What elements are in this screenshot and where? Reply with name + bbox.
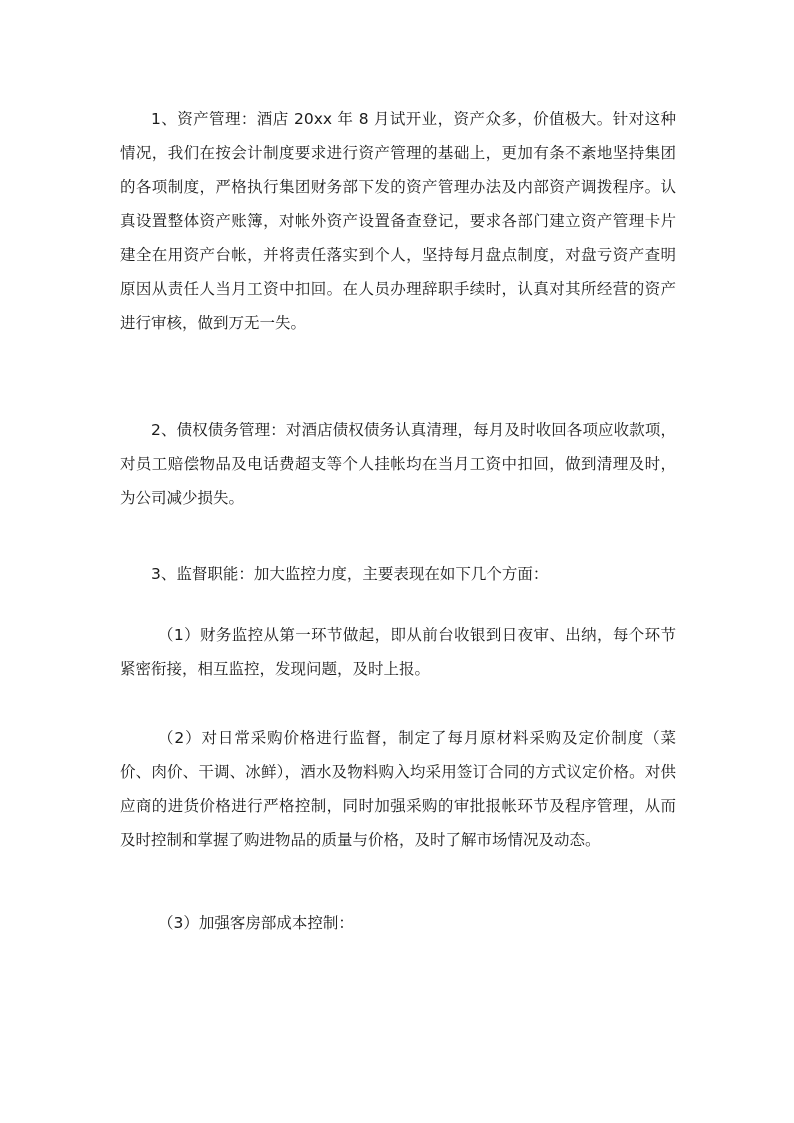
- paragraph-housekeeping-cost-control: （3）加强客房部成本控制：: [158, 914, 354, 932]
- paragraph-financial-monitoring: （1）财务监控从第一环节做起，即从前台收银到日夜审、出纳，每个环节紧密衔接，相互监控，发现问题，及时上报。: [120, 626, 676, 678]
- paragraph-supervision: 3、监督职能：加大监控力度，主要表现在如下几个方面：: [151, 565, 549, 583]
- paragraph-debt-management: 2、债权债务管理：对酒店债权债务认真清理，每月及时收回各项应收款项，对员工赔偿物品及电话费超支等个人挂帐均在当月工资中扣回，做到清理及时，为公司减少损失。: [120, 421, 676, 507]
- paragraph-asset-management: 1、资产管理：酒店 20xx 年 8 月试开业，资产众多，价值极大。针对这种情况，我们在按会计制度要求进行资产管理的基础上，更加有条不紊地坚持集团的各项制度，严格执行集团财务部下发的资产管理办法及内部资产调拨程序。认真设置整体资产账簿，对帐外资产设置备查登记，要求各部门建立资产管理卡片建全在用资产台帐，并将责任落实到个人，坚持每月盘点制度，对盘亏资产查明原因从责任人当月工资中扣回。在人员办理辞职手续时，认真对其所经营的资产进行审核，做到万无一失。: [120, 110, 676, 332]
- paragraph-purchase-price-supervision: （2）对日常采购价格进行监督，制定了每月原材料采购及定价制度（菜价、肉价、干调、冰鲜），酒水及物料购入均采用签订合同的方式议定价格。对供应商的进货价格进行严格控制，同时加强采购的审批报帐环节及程序管理，从而及时控制和掌握了购进物品的质量与价格，及时了解市场情况及动态。: [120, 729, 676, 849]
